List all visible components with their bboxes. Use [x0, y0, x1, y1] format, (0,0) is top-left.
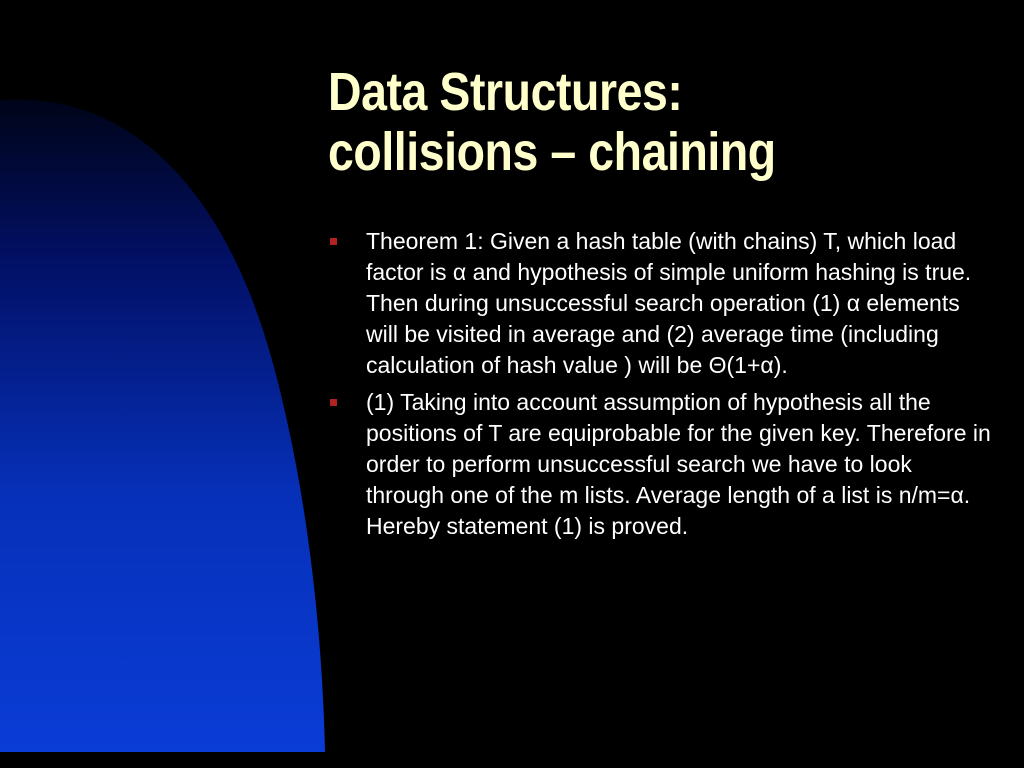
bullet-item-proof [328, 387, 994, 542]
bullet-item-theorem [328, 226, 994, 381]
bullet-text: (1) Taking into account assumption of hypothesis all the positions of T are equiprobable for the given key. Therefore in order to perform unsuccessful search we have to look through one of the m lists. Average length of a list is n/m=α. Hereby statement (1) is proved. [366, 389, 991, 539]
title-line-1: Data Structures: [328, 62, 683, 122]
bullet-list [328, 226, 994, 548]
title-line-2: collisions – chaining [328, 122, 776, 182]
bullet-text: Theorem 1: Given a hash table (with chains) T, which load factor is α and hypothesis of simple uniform hashing is true. Then during unsuccessful search operation (1) α elements will be visited in average and (2) average time (including calculation of hash value ) will be Θ(1+α). [366, 228, 972, 378]
slide-title [328, 62, 913, 182]
square-bullet-icon [330, 399, 337, 406]
blue-arc-decoration [0, 0, 330, 752]
square-bullet-icon [330, 238, 337, 245]
